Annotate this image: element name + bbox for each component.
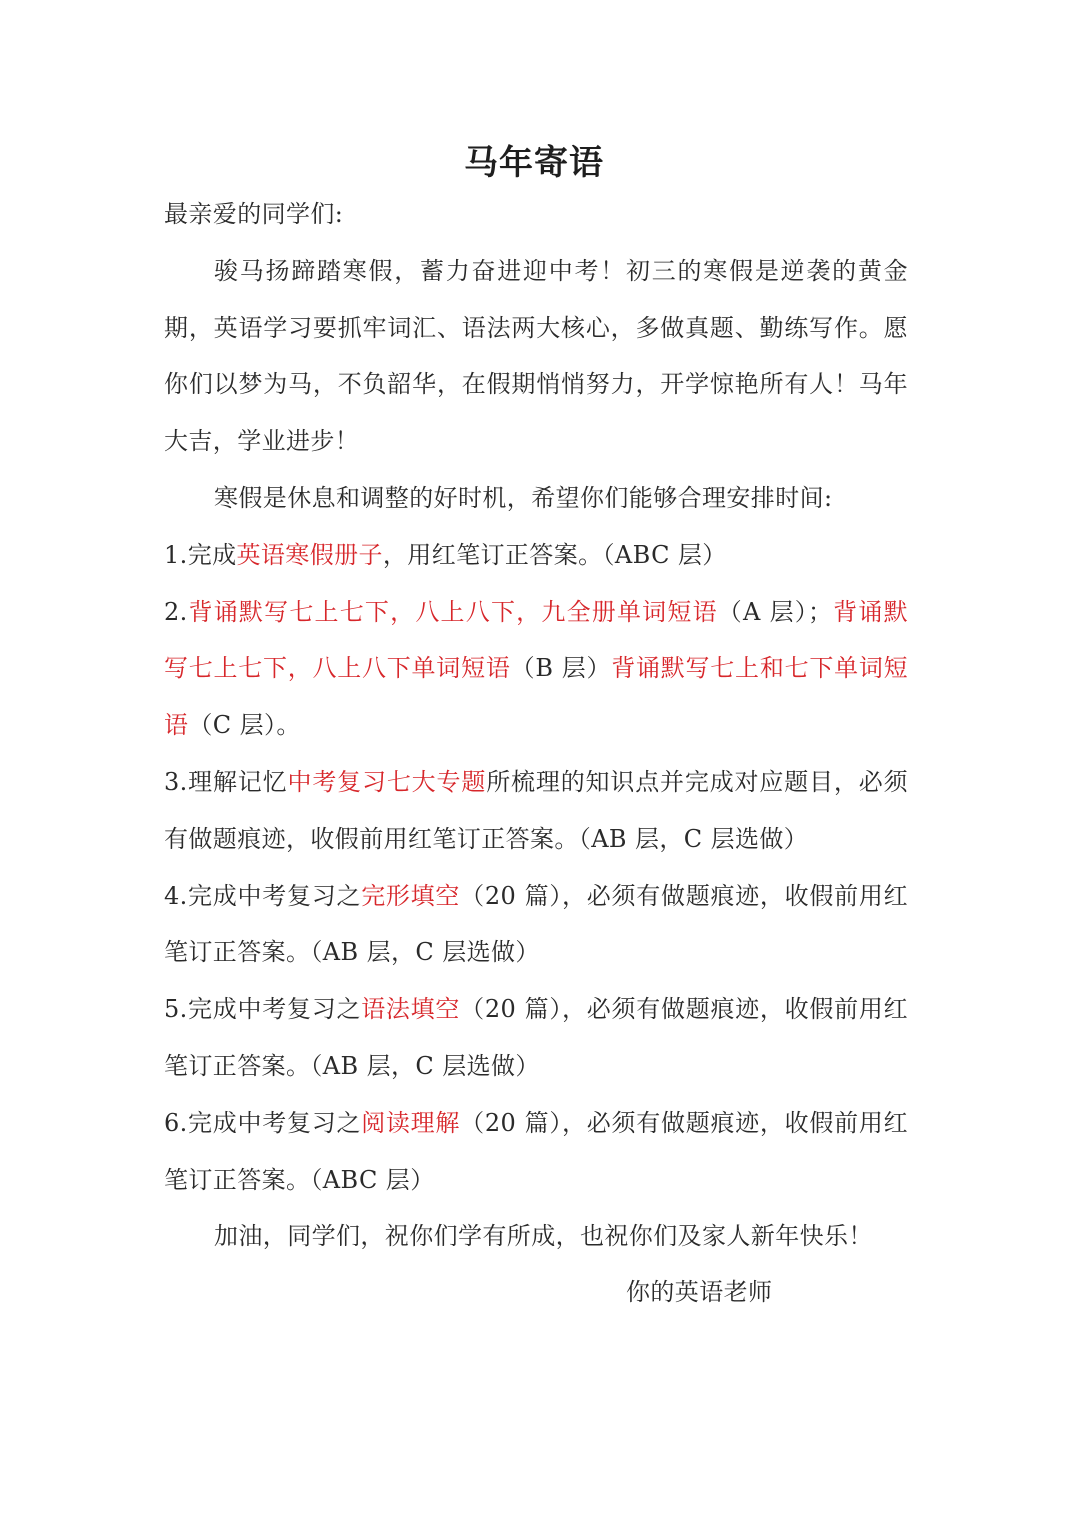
task-3-prefix: 3.理解记忆 bbox=[164, 767, 288, 796]
task-2-highlight-c: 背诵默写七上和七下单词短语 bbox=[164, 654, 908, 740]
task-1-suffix: ，用红笔订正答案。（ABC 层） bbox=[382, 540, 727, 569]
task-6-highlight: 阅读理解 bbox=[361, 1108, 461, 1137]
task-3-suffix: 所梳理的知识点并完成对应题目，必须有做题痕迹，收假前用红笔订正答案。（AB 层，C 层选做） bbox=[164, 767, 908, 853]
task-6-prefix: 6.完成中考复习之 bbox=[164, 1108, 362, 1137]
task-2-highlight-a: 背诵默写七上七下，八上八下，九全册单词短语 bbox=[187, 597, 718, 626]
plan-intro: 寒假是休息和调整的好时机，希望你们能够合理安排时间: bbox=[214, 483, 833, 512]
task-item-6 bbox=[164, 1095, 908, 1209]
task-4-highlight: 完形填空 bbox=[361, 881, 461, 910]
task-item-2 bbox=[164, 584, 908, 754]
task-item-1 bbox=[164, 527, 908, 584]
greeting: 最亲爱的同学们: bbox=[164, 200, 344, 228]
task-5-prefix: 5.完成中考复习之 bbox=[164, 995, 362, 1024]
task-5-highlight: 语法填空 bbox=[361, 995, 461, 1024]
signature: 你的英语老师 bbox=[626, 1278, 773, 1306]
task-3-highlight: 中考复习七大专题 bbox=[287, 767, 487, 796]
task-item-5 bbox=[164, 981, 908, 1095]
task-2-highlight-b: 背诵默写七上七下，八上八下单词短语 bbox=[164, 597, 908, 683]
page-title: 马年寄语 bbox=[464, 143, 604, 183]
task-2-level-a: （A 层）； bbox=[717, 597, 833, 626]
task-2-number: 2. bbox=[164, 597, 188, 626]
task-4-suffix: （20 篇），必须有做题痕迹，收假前用红笔订正答案。（AB 层，C 层选做） bbox=[164, 881, 909, 967]
task-item-4 bbox=[164, 868, 908, 982]
task-2-level-c: （C 层）。 bbox=[188, 711, 301, 740]
task-6-suffix: （20 篇），必须有做题痕迹，收假前用红笔订正答案。（ABC 层） bbox=[164, 1108, 909, 1194]
task-5-suffix: （20 篇），必须有做题痕迹，收假前用红笔订正答案。（AB 层，C 层选做） bbox=[164, 995, 909, 1080]
task-item-3 bbox=[164, 754, 908, 868]
intro-paragraph: 骏马扬蹄踏寒假，蓄力奋进迎中考！初三的寒假是逆袭的黄金期，英语学习要抓牢词汇、语法两大核心，多做真题、勤练写作。愿你们以梦为马，不负韶华，在假期悄悄努力，开学惊艳所有人！马年大吉，学业进步！ bbox=[164, 256, 908, 456]
task-2-level-b: （B 层） bbox=[510, 654, 612, 683]
task-4-prefix: 4.完成中考复习之 bbox=[164, 881, 362, 910]
closing-paragraph: 加油，同学们，祝你们学有所成，也祝你们及家人新年快乐！ bbox=[214, 1222, 873, 1251]
task-1-highlight: 英语寒假册子 bbox=[236, 540, 383, 569]
task-1-prefix: 1.完成 bbox=[164, 540, 237, 569]
letter-body bbox=[164, 186, 908, 1265]
